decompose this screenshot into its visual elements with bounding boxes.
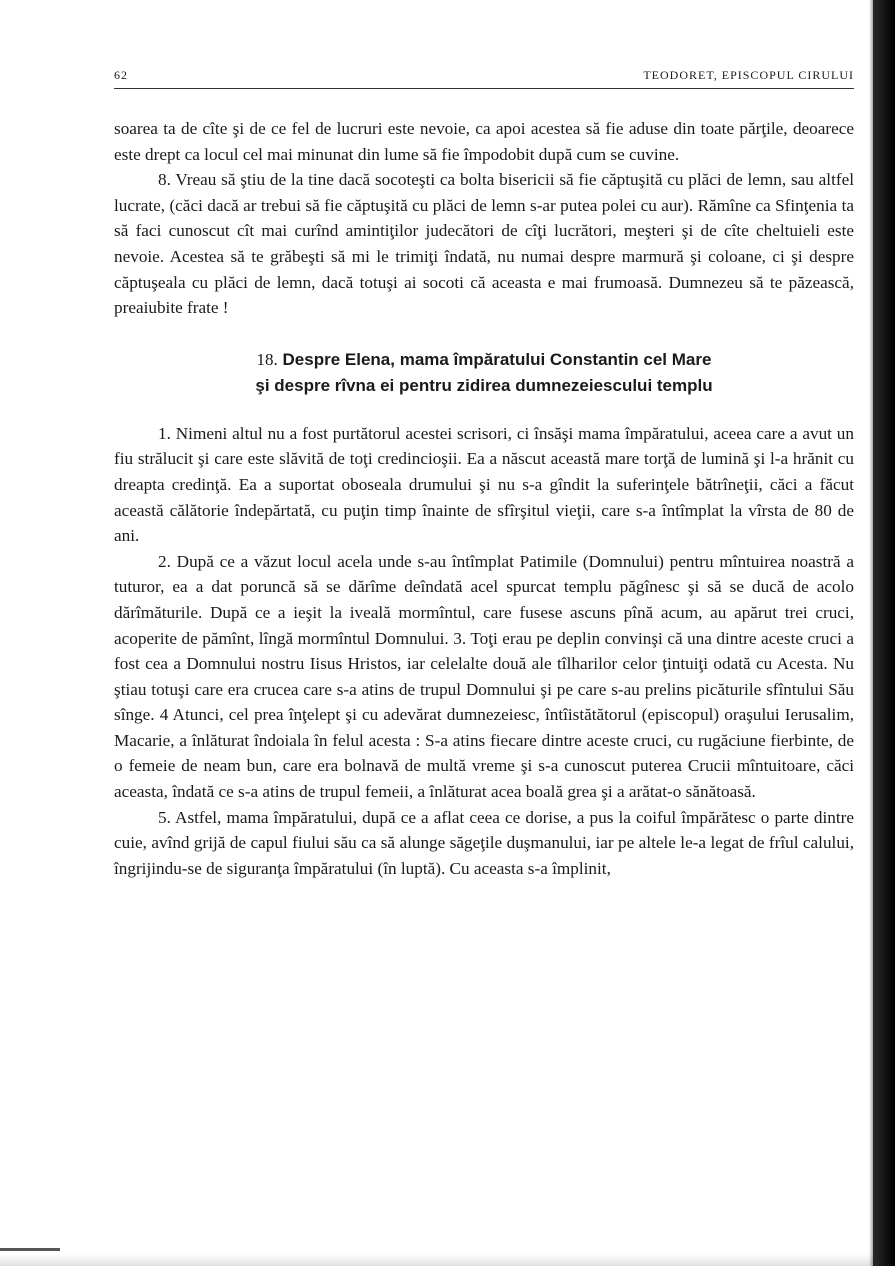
- scan-left-mark: [0, 1248, 60, 1251]
- section-heading: [114, 347, 854, 399]
- page-number: 62: [114, 68, 128, 82]
- section-heading-line-1: [114, 347, 854, 373]
- page-body: [114, 116, 854, 881]
- section-heading-line-2: şi despre rîvna ei pentru zidirea dumnezeiescului templu: [255, 375, 713, 395]
- paragraph-continuation: soarea ta de cîte şi de ce fel de lucruri este nevoie, ca apoi acestea să fie aduse din toate părţile, deoarece este drept ca locul cel mai minunat din lume să fie împodobit după cum se cuvine.: [114, 119, 854, 164]
- paragraph-5: 5. Astfel, mama împăratului, după ce a aflat ceea ce dorise, a pus la coiful împărătesc o parte dintre cuie, avînd grijă de capul fiului său ca să alunge săgeţile duşmanului, iar pe altele le-a legat de frîul calului, îngrijindu-se de siguranţa împăratului (în luptă). Cu aceasta s-a împlinit,: [114, 807, 854, 878]
- section-title-part-1: Despre Elena, mama împăratului Constantin cel Mare: [282, 349, 712, 369]
- paragraph-1: 1. Nimeni altul nu a fost purtătorul acestei scrisori, ci însăşi mama împăratului, aceea care a avut un fiu strălucit şi care este slăvită de toţi credincioşii. Ea a născut această mare torţă de lumină şi l-a hrănit cu dreapta credinţă. Ea a suportat oboseala drumului şi nu s-a gîndit la suferinţele bătrîneţii, căci a făcut această călătorie îndepărtată, cu puţin timp înainte de sfîrşitul vieţii, care s-a întîmplat la vîrsta de 80 de ani.: [114, 423, 854, 546]
- page-bottom-shadow: [0, 1254, 873, 1266]
- paragraph-2: 2. După ce a văzut locul acela unde s-au întîmplat Patimile (Domnului) pentru mîntuirea noastră a tuturor, ea a dat poruncă să se dărîme deîndată acel spurcat templu păgînesc şi să se ducă de acolo dărîmăturile. După ce a ieşit la iveală mormîntul, care fusese ascuns pînă acum, au apărut trei cruci, acoperite de pămînt, lîngă mormîntul Domnului. 3. Toţi erau pe deplin convinşi că una dintre aceste cruci a fost cea a Domnului nostru Iisus Hristos, iar celelalte două ale tîlharilor celor ţintuiţi odată cu Acesta. Nu ştiau totuşi care era crucea care s-a atins de trupul Domnului şi pe care s-au prelins picăturile sfîntului Său sînge. 4 Atunci, cel prea înţelept şi cu adevărat dumnezeiesc, întîistătătorul (episcopul) oraşului Ierusalim, Macarie, a înlăturat îndoiala în felul acesta : S-a atins fiecare dintre aceste cruci, cu rugăciune fierbinte, de o femeie de neam bun, care era bolnavă de multă vreme şi s-a cunoscut puterea Crucii mîntuitoare, căci aceasta, îndată ce s-a atins de trupul femeii, a înlăturat acea boală grea şi a arătat-o sănătoasă.: [114, 551, 854, 802]
- running-title: TEODORET, EPISCOPUL CIRULUI: [643, 68, 854, 82]
- running-header: [114, 64, 854, 89]
- page-binding-edge: [873, 0, 895, 1266]
- section-number: 18.: [256, 349, 278, 369]
- paragraph-8: 8. Vreau să ştiu de la tine dacă socoteşti ca bolta bisericii să fie căptuşită cu plăci de lemn, sau altfel lucrate, (căci dacă ar trebui să fie căptuşită cu plăci de lemn s-ar putea polei cu aur). Rămîne ca Sfinţenia ta să faci cunoscut cît mai curînd amintiţilor judecători de cîţi lucrători, meşteri şi de cîte cheltuieli este nevoie. Acestea să te grăbeşti să mi le trimiţi îndată, nu numai despre marmură şi coloane, ci şi despre căptuşeala cu plăci de lemn, dacă totuşi ai socoti că aceasta e mai frumoasă. Dumnezeu să te păzească, preaiubite frate !: [114, 170, 854, 318]
